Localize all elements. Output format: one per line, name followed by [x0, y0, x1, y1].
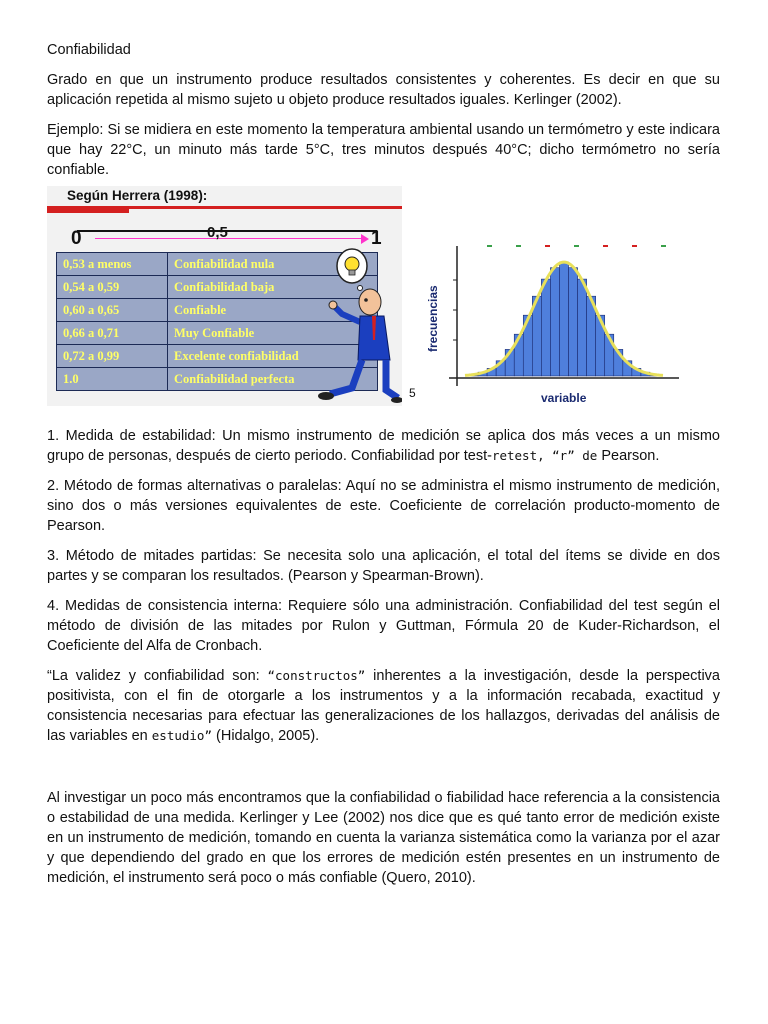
histogram-bar: [578, 279, 587, 376]
man-head: [359, 289, 381, 315]
label-cell: Muy Confiable: [168, 322, 378, 345]
item-1: [47, 426, 720, 466]
quote-d: estudio”: [151, 728, 212, 743]
example-paragraph: Ejemplo: Si se midiera en este momento la temperatura ambiental usando un termómetro y este indicara que hay 22°C, un minuto más tarde 5°C, tres minutos después 40°C; dicho termómetro no sería confiable.: [47, 122, 720, 178]
histogram-bar: [541, 279, 550, 376]
x-axis-label: variable: [541, 391, 587, 405]
item-1-text: 1. Medida de estabilidad: Un mismo instrumento de medición se aplica dos más veces a un mismo grupo de personas, después de cierto periodo. Confiabilidad por test-: [47, 428, 720, 464]
cartoon-man-illustration: [312, 248, 402, 408]
label-cell: Confiabilidad nula: [168, 253, 378, 276]
quote-c: inherentes a la investigación, desde la perspectiva positivista, con el fin de otorgarle a los instrumentos y a la información recabada, exactitud y consistencia necesarias para efectuar las generalizaciones de los hallazgos, derivadas del análisis de las variables en: [47, 668, 720, 744]
y-axis-label: frecuencias: [426, 285, 440, 352]
item-1-mono: retest, “r” de: [491, 448, 598, 463]
quote-a: “La validez y confiabilidad son:: [47, 668, 268, 684]
item-4: 4. Medidas de consistencia interna: Requiere sólo una administración. Confiabilidad del test según el método de división de las mitades por Rulon y Guttman, Fórmula 20 de Kuder-Richardson, el Coeficiente del Alfa de Cronbach.: [47, 598, 720, 654]
herrera-panel: [47, 186, 402, 406]
scale-mid: 0,5: [207, 224, 228, 241]
range-cell: 0,60 a 0,65: [57, 299, 168, 322]
item-2: 2. Método de formas alternativas o paralelas: Aquí no se administra el mismo instrumento de medición, sino dos o más versiones equivalentes de este. Coeficiente de correlación producto-momento de Pearson.: [47, 478, 720, 534]
herrera-title: Según Herrera (1998):: [67, 188, 208, 203]
man-shoe-left: [318, 392, 334, 400]
scale-arrow: [95, 238, 365, 239]
item-3: 3. Método de mitades partidas: Se necesita solo una aplicación, el total del ítems se divide en dos partes y se comparan los resultados. (Pearson y Spearman-Brown).: [47, 548, 720, 584]
figure: [47, 186, 720, 412]
red-bar-thick: [47, 206, 129, 213]
range-cell: 0,72 a 0,99: [57, 345, 168, 368]
bulb-icon: [345, 257, 359, 271]
man-hand: [329, 301, 337, 309]
scale-min: 0: [71, 228, 82, 249]
range-cell: 1.0: [57, 368, 168, 391]
scale-arrow-head: [361, 234, 369, 244]
man-legs: [330, 360, 398, 398]
item-1-tail: Pearson.: [597, 448, 660, 464]
histogram-bar: [550, 268, 559, 376]
label-cell: Confiabilidad perfecta: [168, 368, 378, 391]
scale-max: 1: [371, 228, 382, 249]
bulb-base: [349, 270, 355, 275]
label-cell: Excelente confiabilidad: [168, 345, 378, 368]
doc-title: Confiabilidad: [47, 42, 131, 58]
histogram-bar: [559, 262, 568, 376]
quote-e: (Hidalgo, 2005).: [212, 728, 320, 744]
label-cell: Confiable: [168, 299, 378, 322]
histogram-bar: [569, 268, 578, 376]
document-page: [47, 40, 720, 888]
quote-b: “constructos”: [267, 668, 366, 683]
final-paragraph: Al investigar un poco más encontramos que la confiabilidad o fiabilidad hace referencia a la consistencia o estabilidad de una medida. Kerlinger y Lee (2002) nos dice que es qué tanto error de medición existe en un instrumento de medición, tomando en cuenta la varianza sistemática como la varianza por el azar y que dependiendo del grado en que los errores de medición estén presentes en un instrumento de medición, el instrumento será poco o más confiable (Quero, 2010).: [47, 790, 720, 886]
label-cell: Confiabilidad baja: [168, 276, 378, 299]
man-eye: [364, 298, 368, 302]
range-cell: 0,54 a 0,59: [57, 276, 168, 299]
histogram-chart: [419, 240, 679, 410]
range-cell: 0,53 a menos: [57, 253, 168, 276]
intro-paragraph: Grado en que un instrumento produce resultados consistentes y coherentes. Es decir en que su aplicación repetida al mismo sujeto u objeto produce resultados iguales. Kerlinger (2002).: [47, 72, 720, 108]
man-arm-pointing: [334, 306, 360, 322]
range-cell: 0,66 a 0,71: [57, 322, 168, 345]
quote-paragraph: [47, 666, 720, 746]
page-marker: 5: [409, 386, 416, 400]
bubble-dot: [358, 286, 363, 291]
